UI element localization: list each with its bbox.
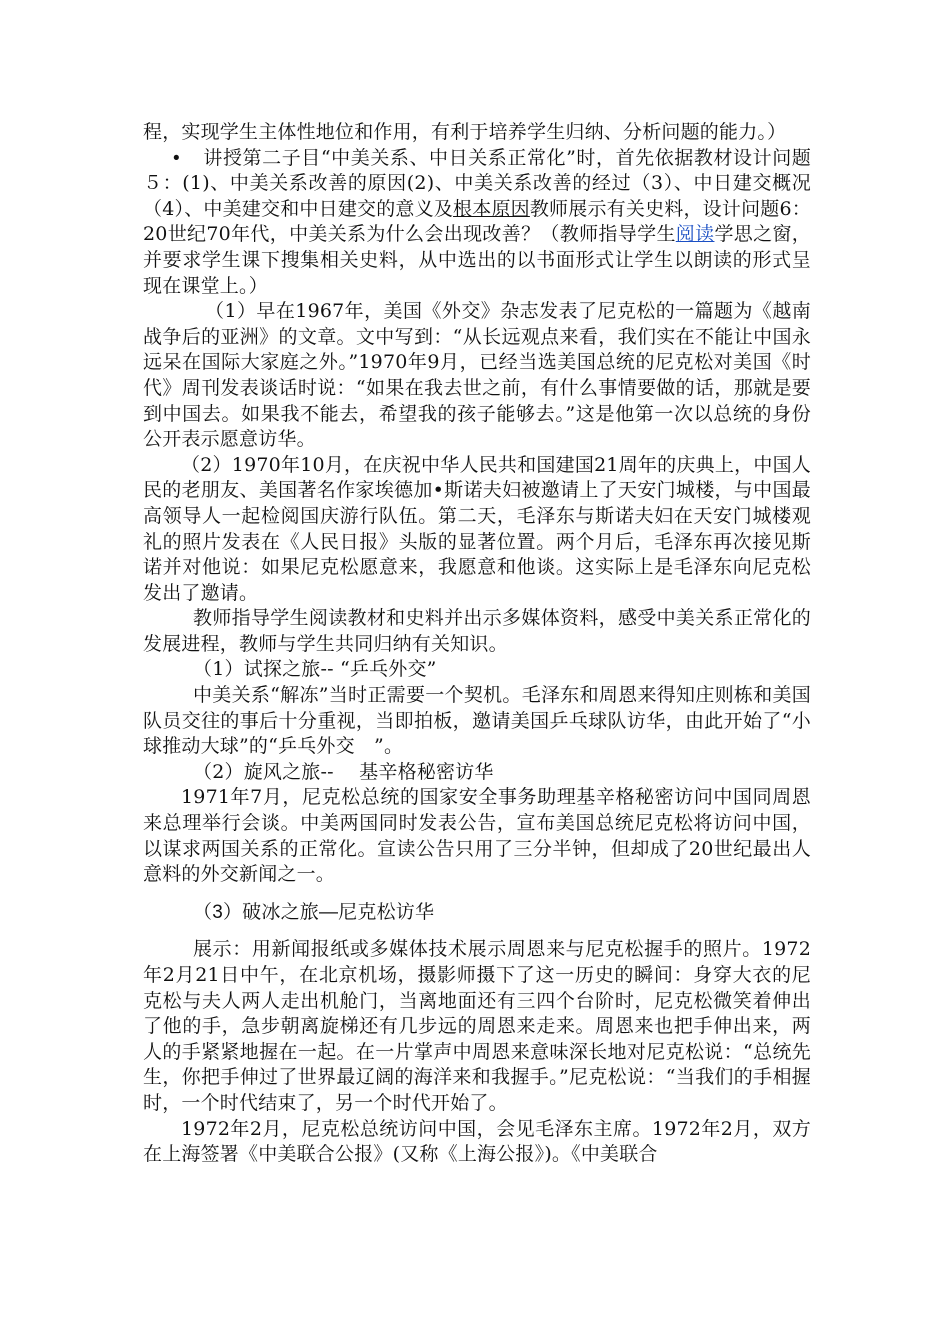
section-heading-kissinger: （2）旋风之旅-- 基辛格秘密访华 — [193, 760, 494, 783]
material-1: （1）早在1967年，美国《外交》杂志发表了尼克松的一篇题为《越南战争后的亚洲》的文章。文中写到：“从长远观点来看，我们实在不能让中国永远呆在国际大家庭之外。”1970年9月，已经当选美国总统的尼克松对美国《时代》周刊发表谈话时说：“如果在我去世之前，有什么事情要做的话，那就是要到中国去。如果我不能去，希望我的孩子能够去。”这是他第一次以总统的身份公开表示愿意访华。 — [143, 300, 811, 451]
reading-link[interactable]: 阅读 — [675, 223, 715, 246]
intro-paragraph-end: 程，实现学生主体性地位和作用，有利于培养学生归纳、分析问题的能力。） — [143, 121, 787, 143]
section-heading-nixon: （3）破冰之旅—尼克松访华 — [193, 901, 435, 923]
bullet-paragraph — [143, 146, 811, 300]
bullet-text-1: 讲授第二子目“中美关系、中日关系正常化”时，首先依据教材设计问题５：(1)、中美关系改善的原因(2)、中美关系改善的经过（3）、中日建交概况（4）、中美建交和中日建交的意义及 — [143, 146, 811, 220]
nixon-handshake-text: 展示：用新闻报纸或多媒体技术展示周恩来与尼克松握手的照片。1972年2月21日中午，在北京机场，摄影师摄下了这一历史的瞬间：身穿大衣的尼克松与夫人两人走出机舱门，当离地面还有三四个台阶时，尼克松微笑着伸出了他的手，急步朝离旋梯还有几步远的周恩来走来。周恩来也把手伸出来，两人的手紧紧地握在一起。在一片掌声中周恩来意味深长地对尼克松说：“总统先生，你把手伸过了世界最辽阔的海洋来和我握手。”尼克松说：“当我们的手相握时，一个时代结束了，另一个时代开始了。 — [143, 938, 811, 1114]
kissinger-text: 1971年7月，尼克松总统的国家安全事务助理基辛格秘密访问中国同周恩来总理举行会谈。中美两国同时发表公告，宣布美国总统尼克松将访问中国，以谋求两国关系的正常化。宣读公告只用了三分半钟，但却成了20世纪最出人意料的外交新闻之一。 — [143, 786, 811, 886]
document-body — [143, 120, 811, 1168]
underlined-term: 根本原因 — [453, 197, 530, 220]
communique-text: 1972年2月，尼克松总统访问中国，会见毛泽东主席。1972年2月，双方在上海签署《中美联合公报》(又称《上海公报》)。《中美联合 — [143, 1117, 811, 1166]
bullet-text-2: 教师展示有关史料，设计问题6：20世纪70年代，中美关系为什么会出现改善？（教师指导学生 — [143, 197, 811, 246]
bullet-icon: • — [173, 147, 180, 169]
material-2: （2）1970年10月，在庆祝中华人民共和国建国21周年的庆典上，中国人民的老朋友、美国著名作家埃德加•斯诺夫妇被邀请上了天安门城楼，与中国最高领导人一起检阅国庆游行队伍。第二天，毛泽东与斯诺夫妇在天安门城楼观礼的照片发表在《人民日报》头版的显著位置。两个月后，毛泽东再次接见斯诺并对他说：如果尼克松愿意来，我愿意和他谈。这实际上是毛泽东向尼克松发出了邀请。 — [143, 453, 811, 604]
section-heading-pingpong: （1）试探之旅-- “乒乓外交” — [193, 658, 437, 681]
bullet-text-3: 学思之窗，并要求学生课下搜集相关史料，从中选出的以书面形式让学生以朗读的形式呈现在课堂上。） — [143, 223, 811, 297]
pingpong-text: 中美关系“解冻”当时正需要一个契机。毛泽东和周恩来得知庄则栋和美国队员交往的事后十分重视，当即拍板，邀请美国乒乓球队访华，由此开始了“小球推动大球”的“乒乓外交 ”。 — [143, 684, 811, 758]
teacher-guide-paragraph: 教师指导学生阅读教材和史料并出示多媒体资料，感受中美关系正常化的发展进程，教师与学生共同归纳有关知识。 — [143, 607, 811, 655]
